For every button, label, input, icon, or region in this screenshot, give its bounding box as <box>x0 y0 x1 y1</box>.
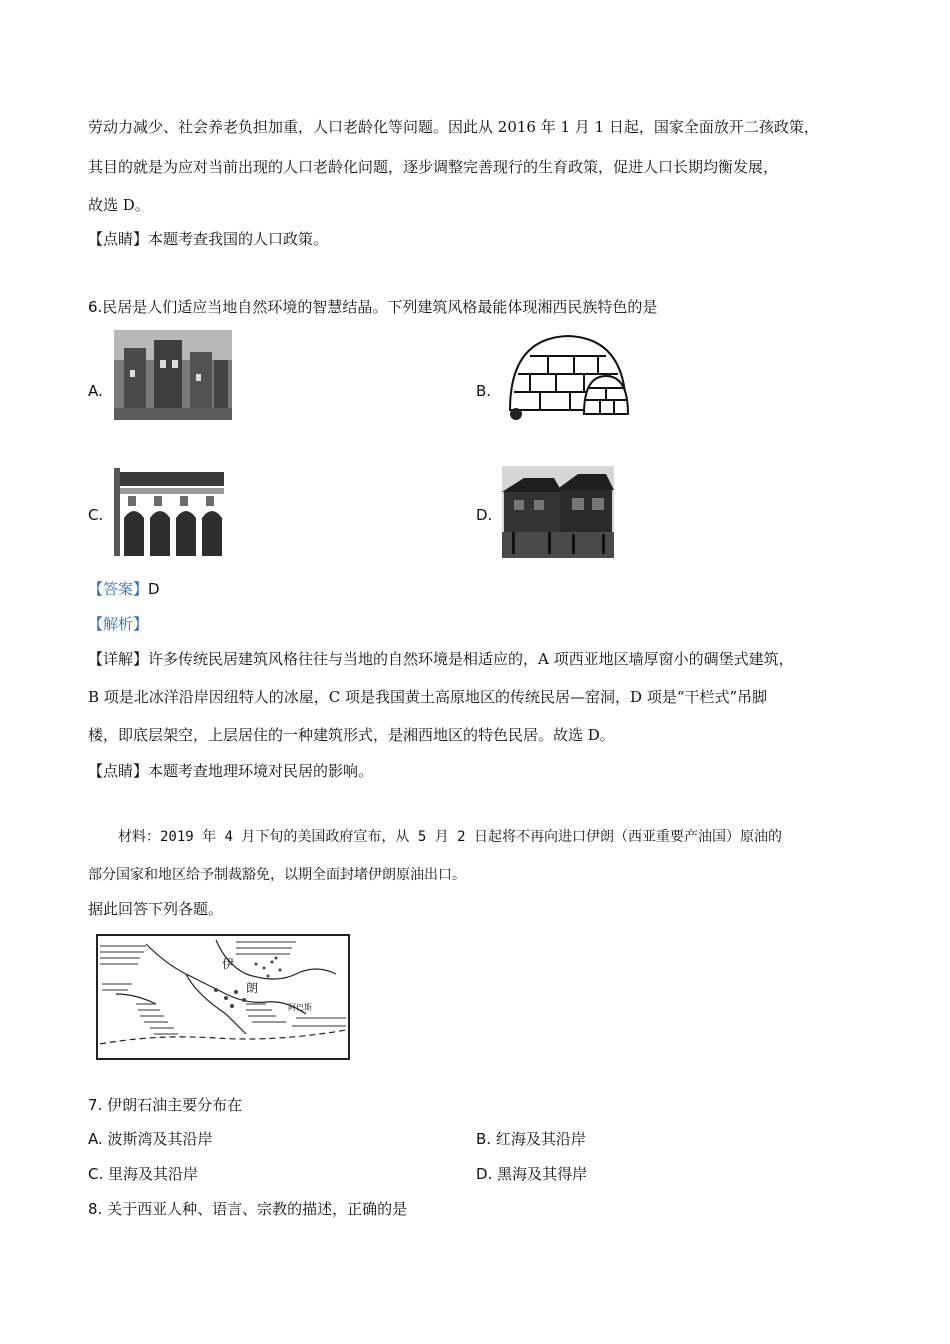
stilt-house-photo-icon <box>502 466 614 558</box>
intro-line-2: 其目的就是为应对当前出现的人口老龄化问题，逐步调整完善现行的生育政策，促进人口长期均衡发展， <box>88 158 779 176</box>
q7-stem: 7. 伊朗石油主要分布在 <box>88 1096 243 1114</box>
q6-option-a-label: A. <box>88 382 103 400</box>
intro-dianjing: 【点睛】本题考查我国的人口政策。 <box>88 230 329 248</box>
q6-xiangjie-line-1: 【详解】许多传统民居建筑风格往往与当地的自然环境是相适应的，A 项西亚地区墙厚窗小的碉堡式建筑， <box>88 650 794 668</box>
q7-option-a-label: A. <box>88 1130 103 1148</box>
q7-option-c-label: C. <box>88 1165 104 1183</box>
q6-jiexi-tag: 【解析】 <box>88 615 149 633</box>
q7-option-c-text: 里海及其沿岸 <box>108 1165 199 1183</box>
material-line-1: 材料：2019 年 4 月下旬的美国政府宣布，从 5 月 2 日起将不再向进口伊朗（西亚重要产油国）原油的 <box>118 829 782 845</box>
q7-option-d-text: 黑海及其得岸 <box>497 1165 588 1183</box>
iran-map-figure <box>96 934 350 1060</box>
q6-xiangjie-line-2: B 项是北冰洋沿岸因纽特人的冰屋，C 项是我国黄土高原地区的传统民居—窑洞，D 项是“干栏式”吊脚 <box>88 688 768 706</box>
map-label-port: 阿巴斯 <box>288 1003 312 1012</box>
map-label-country-2: 朗 <box>246 981 259 995</box>
castle-photo-icon <box>114 330 232 420</box>
q7-option-b-label: B. <box>476 1130 492 1148</box>
q7-option-d-label: D. <box>476 1165 493 1183</box>
igloo-drawing-icon <box>500 330 630 422</box>
cave-dwelling-photo-icon <box>114 466 228 558</box>
q7-option-c <box>88 1163 198 1184</box>
material-line-2: 部分国家和地区给予制裁豁免，以期全面封堵伊朗原油出口。 <box>88 867 466 883</box>
intro-line-3: 故选 D。 <box>88 196 150 214</box>
q7-option-a-text: 波斯湾及其沿岸 <box>107 1130 213 1148</box>
q6-xiangjie-line-3: 楼，即底层架空，上层居住的一种建筑形式，是湘西地区的特色民居。故选 D。 <box>88 726 615 744</box>
q6-option-b-label: B. <box>476 382 492 400</box>
q7-option-a <box>88 1128 213 1149</box>
q7-option-b <box>476 1128 586 1149</box>
q6-dianjing: 【点睛】本题考查地理环境对民居的影响。 <box>88 762 374 780</box>
q6-option-c-label: C. <box>88 506 104 524</box>
q7-option-b-text: 红海及其沿岸 <box>495 1130 586 1148</box>
q6-answer <box>88 578 160 599</box>
q7-option-d <box>476 1163 587 1184</box>
answer-tag: 【答案】 <box>88 580 149 598</box>
map-label-country-1: 伊 <box>222 957 235 971</box>
q6-stem: 6.民居是人们适应当地自然环境的智慧结晶。下列建筑风格最能体现湘西民族特色的是 <box>88 298 658 316</box>
intro-line-1: 劳动力减少、社会养老负担加重，人口老龄化等问题。因此从 2016 年 1 月 1 日起，国家全面放开二孩政策， <box>88 118 819 136</box>
q8-stem: 8. 关于西亚人种、语言、宗教的描述，正确的是 <box>88 1200 408 1218</box>
material-prompt: 据此回答下列各题。 <box>88 900 224 918</box>
answer-value: D <box>148 580 160 598</box>
q6-option-d-label: D. <box>476 506 493 524</box>
